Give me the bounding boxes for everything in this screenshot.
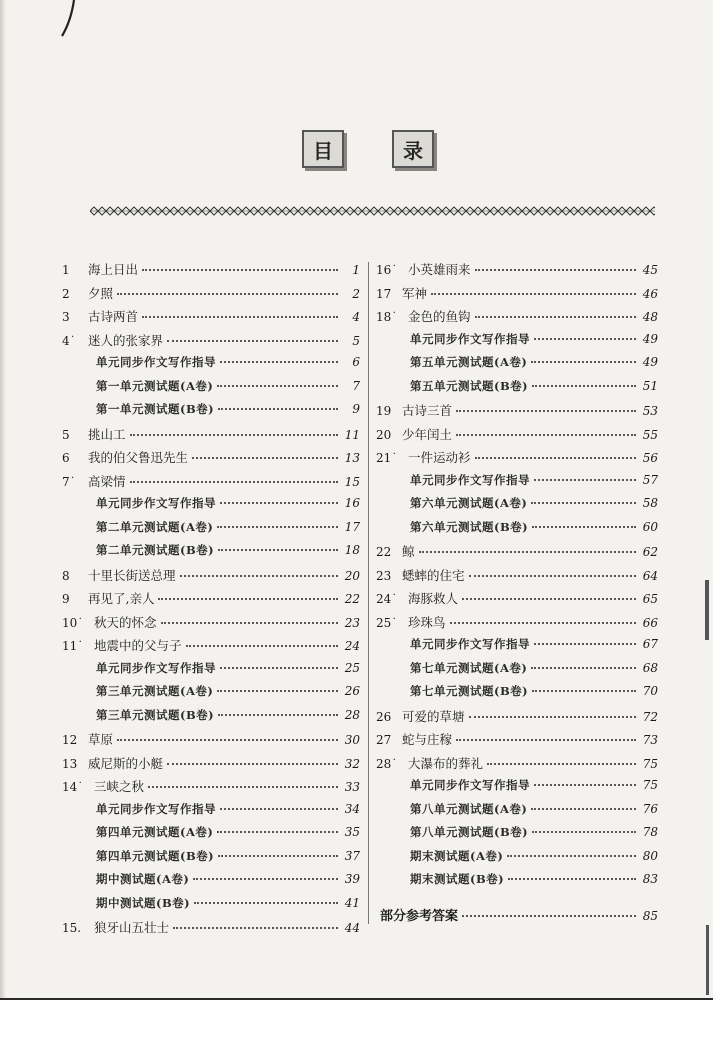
entry-number: 13 bbox=[62, 756, 78, 771]
entry-title: 第六单元测试题(B卷) bbox=[410, 519, 529, 534]
heading-char-2: 录 bbox=[392, 130, 434, 168]
toc-entry[interactable] bbox=[62, 895, 360, 919]
leader-dots bbox=[456, 410, 636, 412]
entry-page-number: 68 bbox=[642, 660, 658, 675]
toc-right-column bbox=[376, 260, 658, 895]
toc-entry[interactable] bbox=[376, 824, 658, 848]
entry-title: 迷人的张家界 bbox=[88, 332, 164, 348]
entry-number: 23 bbox=[376, 568, 392, 583]
leader-dots bbox=[532, 690, 636, 692]
leader-dots bbox=[534, 479, 636, 481]
toc-entry[interactable] bbox=[62, 401, 360, 425]
corner-stroke-mark bbox=[60, 0, 80, 40]
scan-smudge bbox=[706, 925, 709, 995]
entry-page-number: 44 bbox=[344, 921, 360, 935]
toc-entry[interactable] bbox=[376, 495, 658, 519]
toc-entry[interactable] bbox=[62, 284, 360, 308]
entry-title: 海豚救人 bbox=[408, 591, 459, 606]
entry-page-number: 45 bbox=[642, 263, 658, 277]
entry-page-number: 60 bbox=[642, 519, 658, 534]
toc-heading bbox=[0, 130, 713, 170]
entry-page-number: 57 bbox=[642, 472, 658, 487]
entry-title: 第八单元测试题(A卷) bbox=[410, 801, 528, 816]
toc-entry[interactable] bbox=[376, 848, 658, 872]
scan-smudge bbox=[705, 580, 709, 640]
leader-dots bbox=[148, 786, 338, 788]
leader-dots bbox=[217, 690, 338, 692]
leader-dots bbox=[158, 598, 338, 600]
toc-entry[interactable] bbox=[376, 260, 658, 284]
leader-dots bbox=[194, 902, 338, 904]
entry-page-number: 22 bbox=[344, 592, 360, 606]
entry-title: 第七单元测试题(A卷) bbox=[410, 660, 528, 675]
entry-title: 蛇与庄稼 bbox=[402, 732, 453, 747]
entry-page-number: 49 bbox=[642, 355, 658, 369]
toc-entry[interactable] bbox=[62, 848, 360, 872]
entry-page-number: 37 bbox=[344, 848, 360, 863]
entry-page-number: 78 bbox=[642, 825, 658, 839]
entry-title: 威尼斯的小艇 bbox=[88, 755, 164, 771]
entry-number: 21˙ bbox=[376, 451, 398, 465]
entry-page-number: 1 bbox=[352, 263, 360, 277]
leader-dots bbox=[217, 385, 338, 387]
entry-title: 草原 bbox=[88, 732, 114, 747]
leader-dots bbox=[173, 927, 338, 929]
entry-title: 一件运动衫 bbox=[408, 450, 471, 465]
entry-page-number: 24 bbox=[344, 639, 360, 653]
entry-page-number: 53 bbox=[642, 404, 658, 418]
leader-dots bbox=[456, 434, 636, 436]
entry-number: 22 bbox=[376, 545, 392, 559]
entry-number: 25˙ bbox=[376, 615, 398, 630]
entry-page-number: 16 bbox=[344, 496, 360, 510]
entry-title: 单元同步作文写作指导 bbox=[410, 472, 530, 487]
leader-dots bbox=[217, 526, 338, 528]
leader-dots bbox=[534, 338, 636, 340]
entry-number: 7˙ bbox=[62, 474, 76, 489]
column-divider bbox=[368, 262, 369, 924]
entry-title: 秋天的怀念 bbox=[94, 614, 157, 630]
entry-page-number: 73 bbox=[642, 733, 658, 747]
toc-entry[interactable] bbox=[376, 354, 658, 378]
leader-dots bbox=[419, 551, 636, 553]
entry-page-number: 58 bbox=[642, 496, 658, 510]
leader-dots bbox=[130, 434, 338, 436]
toc-entry[interactable] bbox=[62, 777, 360, 801]
toc-entry[interactable] bbox=[376, 519, 658, 543]
entry-page-number: 66 bbox=[642, 615, 658, 630]
entry-number: 18˙ bbox=[376, 310, 398, 324]
toc-entry[interactable] bbox=[376, 707, 658, 731]
toc-entry[interactable] bbox=[62, 425, 360, 449]
entry-page-number: 26 bbox=[344, 684, 360, 698]
toc-entry[interactable] bbox=[62, 378, 360, 402]
leader-dots bbox=[218, 408, 338, 410]
toc-entry[interactable] bbox=[376, 754, 658, 778]
entry-title: 第三单元测试题(B卷) bbox=[96, 707, 215, 722]
leader-dots bbox=[531, 667, 636, 669]
toc-entry[interactable] bbox=[376, 284, 658, 308]
toc-entry[interactable] bbox=[376, 307, 658, 331]
entry-page-number: 34 bbox=[344, 801, 360, 816]
entry-page-number: 51 bbox=[642, 378, 658, 393]
entry-page-number: 11 bbox=[344, 427, 360, 442]
leader-dots bbox=[507, 855, 636, 857]
entry-page-number: 33 bbox=[344, 780, 360, 794]
entry-title: 期中测试题(B卷) bbox=[96, 895, 191, 910]
entry-title: 单元同步作文写作指导 bbox=[410, 331, 530, 346]
leader-dots bbox=[161, 622, 338, 624]
toc-entry[interactable] bbox=[62, 824, 360, 848]
entry-number: 8 bbox=[62, 568, 70, 583]
entry-title: 我的伯父鲁迅先生 bbox=[88, 450, 189, 465]
leader-dots bbox=[218, 855, 338, 857]
leader-dots bbox=[532, 385, 636, 387]
toc-entry[interactable] bbox=[62, 636, 360, 660]
toc-entry[interactable] bbox=[376, 589, 658, 613]
leader-dots bbox=[218, 549, 338, 551]
entry-page-number: 46 bbox=[642, 286, 658, 301]
toc-entry[interactable] bbox=[376, 566, 658, 590]
entry-page-number: 55 bbox=[642, 427, 658, 442]
entry-number: 5 bbox=[62, 427, 70, 442]
entry-number: 10˙ bbox=[62, 615, 84, 630]
leader-dots bbox=[531, 502, 636, 504]
leader-dots bbox=[167, 340, 338, 342]
entry-title: 第一单元测试题(B卷) bbox=[96, 402, 215, 416]
answers-page: 85 bbox=[642, 909, 658, 923]
entry-title: 第三单元测试题(A卷) bbox=[96, 684, 214, 698]
toc-entry[interactable] bbox=[62, 354, 360, 378]
leader-dots bbox=[142, 316, 338, 318]
entry-title: 三峡之秋 bbox=[94, 779, 145, 794]
entry-page-number: 32 bbox=[344, 756, 360, 771]
leader-dots bbox=[532, 831, 636, 833]
leader-dots bbox=[487, 763, 636, 765]
toc-entry[interactable] bbox=[62, 495, 360, 519]
toc-entry[interactable] bbox=[62, 871, 360, 895]
entry-title: 金色的鱼钩 bbox=[408, 309, 471, 324]
toc-entry[interactable] bbox=[62, 683, 360, 707]
leader-dots bbox=[431, 293, 636, 295]
entry-title: 海上日出 bbox=[88, 262, 139, 277]
entry-page-number: 6 bbox=[352, 355, 360, 369]
leader-dots bbox=[475, 457, 636, 459]
toc-entry[interactable] bbox=[376, 331, 658, 355]
entry-page-number: 7 bbox=[352, 378, 360, 393]
entry-page-number: 5 bbox=[352, 333, 360, 348]
leader-dots bbox=[475, 269, 636, 271]
entry-title: 单元同步作文写作指导 bbox=[96, 801, 216, 816]
heading-char-1: 目 bbox=[302, 130, 344, 168]
leader-dots bbox=[117, 293, 338, 295]
leader-dots bbox=[531, 361, 636, 363]
entry-title: 单元同步作文写作指导 bbox=[96, 660, 216, 675]
entry-title: 第一单元测试题(A卷) bbox=[96, 378, 214, 393]
entry-title: 再见了,亲人 bbox=[88, 591, 155, 606]
entry-title: 第八单元测试题(B卷) bbox=[410, 825, 529, 839]
toc-entry[interactable] bbox=[376, 777, 658, 801]
entry-title: 期中测试题(A卷) bbox=[96, 872, 190, 886]
entry-title: 十里长街送总理 bbox=[88, 567, 176, 583]
entry-page-number: 75 bbox=[642, 756, 658, 771]
entry-page-number: 56 bbox=[642, 451, 658, 465]
toc-entry[interactable] bbox=[376, 613, 658, 637]
toc-entry[interactable] bbox=[62, 589, 360, 613]
entry-page-number: 30 bbox=[344, 733, 360, 747]
leader-dots bbox=[220, 361, 338, 363]
entry-title: 高梁情 bbox=[88, 473, 126, 489]
entry-title: 第七单元测试题(B卷) bbox=[410, 684, 529, 698]
answers-entry[interactable] bbox=[380, 905, 658, 929]
toc-entry[interactable] bbox=[62, 542, 360, 566]
leader-dots bbox=[220, 502, 338, 504]
entry-title: 第六单元测试题(A卷) bbox=[410, 496, 528, 510]
leader-dots bbox=[456, 739, 636, 741]
entry-title: 期末测试题(A卷) bbox=[410, 848, 504, 863]
entry-page-number: 70 bbox=[642, 684, 658, 698]
entry-number: 3 bbox=[62, 310, 70, 324]
entry-number: 15. bbox=[62, 921, 82, 935]
entry-page-number: 72 bbox=[642, 709, 658, 724]
entry-number: 1 bbox=[62, 263, 70, 277]
entry-title: 期末测试题(B卷) bbox=[410, 872, 505, 886]
toc-entry[interactable] bbox=[62, 260, 360, 284]
leader-dots bbox=[130, 481, 338, 483]
scan-bottom-edge bbox=[0, 998, 713, 1039]
leader-dots bbox=[180, 575, 338, 577]
entry-page-number: 48 bbox=[642, 310, 658, 324]
entry-title: 小英雄雨来 bbox=[408, 262, 471, 277]
entry-number: 20 bbox=[376, 427, 392, 442]
toc-entry[interactable] bbox=[376, 472, 658, 496]
toc-entry[interactable] bbox=[62, 918, 360, 942]
entry-title: 蟋蟀的住宅 bbox=[402, 567, 465, 583]
leader-dots bbox=[469, 575, 636, 577]
toc-entry[interactable] bbox=[62, 566, 360, 590]
toc-entry[interactable] bbox=[62, 801, 360, 825]
entry-page-number: 49 bbox=[642, 331, 658, 346]
answers-title: 部分参考答案 bbox=[380, 909, 459, 924]
entry-page-number: 83 bbox=[642, 872, 658, 886]
entry-page-number: 67 bbox=[642, 637, 658, 651]
entry-title: 第二单元测试题(B卷) bbox=[96, 543, 215, 557]
leader-dots bbox=[117, 739, 338, 741]
toc-entry[interactable] bbox=[62, 613, 360, 637]
entry-page-number: 80 bbox=[642, 848, 658, 863]
entry-title: 古诗两首 bbox=[88, 309, 139, 324]
entry-page-number: 18 bbox=[344, 543, 360, 557]
entry-page-number: 9 bbox=[352, 402, 360, 416]
toc-entry[interactable] bbox=[376, 401, 658, 425]
toc-entry[interactable] bbox=[62, 331, 360, 355]
entry-title: 单元同步作文写作指导 bbox=[96, 496, 216, 510]
entry-page-number: 41 bbox=[344, 895, 360, 910]
entry-number: 28˙ bbox=[376, 756, 398, 771]
entry-page-number: 62 bbox=[642, 545, 658, 559]
entry-number: 26 bbox=[376, 709, 392, 724]
toc-entry[interactable] bbox=[376, 730, 658, 754]
entry-page-number: 25 bbox=[344, 660, 360, 675]
leader-dots bbox=[462, 598, 636, 600]
entry-title: 鲸 bbox=[402, 544, 415, 559]
leader-dots bbox=[217, 831, 338, 833]
toc-entry[interactable] bbox=[376, 636, 658, 660]
entry-page-number: 76 bbox=[642, 801, 658, 816]
entry-number: 2 bbox=[62, 286, 70, 301]
toc-entry[interactable] bbox=[376, 448, 658, 472]
toc-entry[interactable] bbox=[376, 871, 658, 895]
entry-number: 11˙ bbox=[62, 639, 84, 653]
toc-entry[interactable] bbox=[62, 448, 360, 472]
toc-entry[interactable] bbox=[376, 660, 658, 684]
entry-number: 24˙ bbox=[376, 592, 398, 606]
entry-number: 16˙ bbox=[376, 263, 398, 277]
entry-number: 19 bbox=[376, 404, 392, 418]
leader-dots bbox=[508, 878, 636, 880]
entry-title: 可爱的草塘 bbox=[402, 708, 465, 724]
toc-entry[interactable] bbox=[376, 378, 658, 402]
entry-page-number: 13 bbox=[344, 451, 360, 465]
leader-dots bbox=[534, 643, 636, 645]
entry-title: 单元同步作文写作指导 bbox=[96, 355, 216, 369]
entry-page-number: 65 bbox=[642, 592, 658, 606]
entry-title: 古诗三首 bbox=[402, 403, 453, 418]
entry-page-number: 15 bbox=[344, 474, 360, 489]
leader-dots bbox=[142, 269, 338, 271]
entry-title: 珍珠鸟 bbox=[408, 614, 446, 630]
entry-number: 14˙ bbox=[62, 780, 84, 794]
toc-entry[interactable] bbox=[376, 683, 658, 707]
leader-dots bbox=[462, 915, 636, 917]
leader-dots bbox=[531, 808, 636, 810]
entry-title: 少年闰土 bbox=[402, 426, 453, 442]
entry-title: 大瀑布的葬礼 bbox=[408, 755, 484, 771]
entry-title: 第四单元测试题(B卷) bbox=[96, 848, 215, 863]
entry-title: 地震中的父与子 bbox=[94, 638, 182, 653]
leader-dots bbox=[193, 878, 338, 880]
entry-page-number: 35 bbox=[344, 825, 360, 839]
entry-number: 4˙ bbox=[62, 333, 76, 348]
entry-page-number: 28 bbox=[344, 707, 360, 722]
toc-entry[interactable] bbox=[62, 519, 360, 543]
leader-dots bbox=[532, 526, 636, 528]
entry-title: 第二单元测试题(A卷) bbox=[96, 519, 214, 534]
leader-dots bbox=[192, 457, 338, 459]
entry-title: 军神 bbox=[402, 285, 428, 301]
entry-title: 夕照 bbox=[88, 285, 114, 301]
toc-entry[interactable] bbox=[62, 730, 360, 754]
toc-entry[interactable] bbox=[62, 307, 360, 331]
entry-number: 6 bbox=[62, 451, 70, 465]
entry-title: 狼牙山五壮士 bbox=[94, 920, 170, 935]
leader-dots bbox=[534, 784, 636, 786]
leader-dots bbox=[220, 808, 338, 810]
entry-title: 单元同步作文写作指导 bbox=[410, 637, 530, 651]
entry-number: 27 bbox=[376, 733, 392, 747]
leader-dots bbox=[186, 645, 338, 647]
entry-page-number: 23 bbox=[344, 615, 360, 630]
entry-page-number: 20 bbox=[344, 568, 360, 583]
leader-dots bbox=[220, 667, 338, 669]
leader-dots bbox=[218, 714, 338, 716]
leader-dots bbox=[167, 763, 338, 765]
entry-title: 第四单元测试题(A卷) bbox=[96, 825, 214, 839]
ornamental-divider bbox=[90, 205, 655, 217]
entry-page-number: 39 bbox=[344, 872, 360, 886]
toc-left-column bbox=[62, 260, 360, 942]
entry-page-number: 4 bbox=[352, 310, 360, 324]
entry-number: 9 bbox=[62, 592, 70, 606]
toc-entry[interactable] bbox=[62, 472, 360, 496]
entry-page-number: 64 bbox=[642, 568, 658, 583]
leader-dots bbox=[450, 622, 636, 624]
leader-dots bbox=[469, 716, 636, 718]
entry-page-number: 17 bbox=[344, 519, 360, 534]
entry-page-number: 75 bbox=[642, 778, 658, 792]
entry-number: 17 bbox=[376, 286, 392, 301]
entry-page-number: 2 bbox=[352, 286, 360, 301]
entry-number: 12 bbox=[62, 733, 78, 747]
entry-title: 单元同步作文写作指导 bbox=[410, 778, 530, 792]
toc-entry[interactable] bbox=[62, 707, 360, 731]
entry-title: 第五单元测试题(B卷) bbox=[410, 378, 529, 393]
toc-entry[interactable] bbox=[376, 425, 658, 449]
entry-title: 挑山工 bbox=[88, 426, 126, 442]
toc-entry[interactable] bbox=[376, 542, 658, 566]
entry-title: 第五单元测试题(A卷) bbox=[410, 355, 528, 369]
toc-entry[interactable] bbox=[376, 801, 658, 825]
toc-entry[interactable] bbox=[62, 660, 360, 684]
toc-entry[interactable] bbox=[62, 754, 360, 778]
leader-dots bbox=[475, 316, 636, 318]
